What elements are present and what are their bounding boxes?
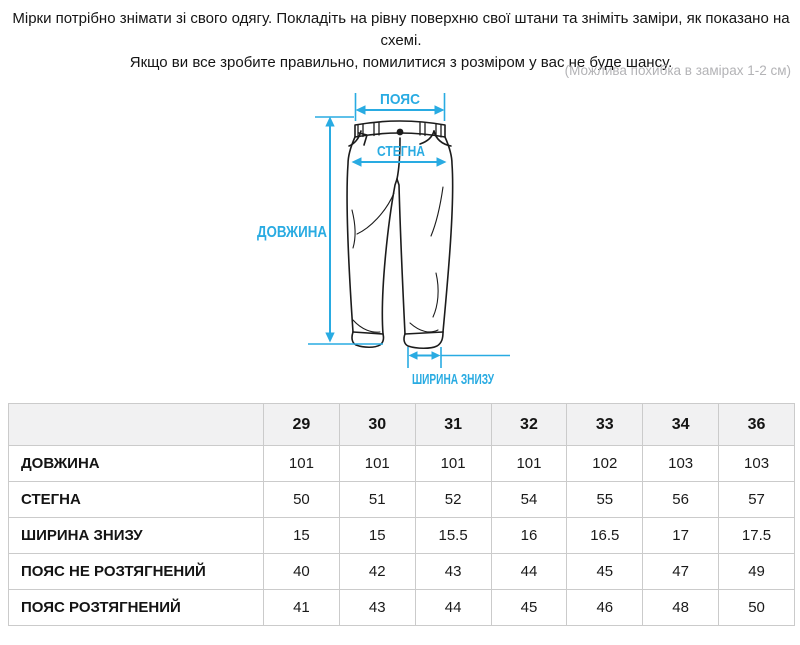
size-value: 55 (567, 482, 643, 518)
bottom-width-dimension (408, 347, 510, 388)
size-value: 46 (567, 590, 643, 626)
row-label: ПОЯС РОЗТЯГНЕНИЙ (9, 590, 264, 626)
arrowhead (352, 157, 362, 166)
size-value: 48 (643, 590, 719, 626)
bottom-width-label: ШИРИНА ЗНИЗУ (412, 372, 495, 388)
size-value: 101 (339, 446, 415, 482)
size-value: 16.5 (567, 518, 643, 554)
arrowhead (325, 117, 334, 127)
size-value: 17 (643, 518, 719, 554)
measurement-row (9, 554, 795, 590)
size-value: 103 (719, 446, 795, 482)
size-table (8, 403, 795, 626)
size-value: 44 (415, 590, 491, 626)
row-label: ШИРИНА ЗНИЗУ (9, 518, 264, 554)
size-column-header: 33 (567, 404, 643, 446)
size-value: 43 (415, 554, 491, 590)
size-value: 102 (567, 446, 643, 482)
intro-line-1: Мірки потрібно знімати зі свого одягу. Покладіть на рівну поверхню свої штани та зніміть заміри, як показано на схемі. (12, 10, 790, 49)
arrowhead (325, 333, 334, 343)
pants-measurement-diagram (250, 88, 520, 390)
size-column-header: 36 (719, 404, 795, 446)
size-value: 49 (719, 554, 795, 590)
size-value: 15.5 (415, 518, 491, 554)
arrowhead (437, 157, 447, 166)
size-column-header: 32 (491, 404, 567, 446)
size-value: 56 (643, 482, 719, 518)
table-header-row (9, 404, 795, 446)
size-value: 43 (339, 590, 415, 626)
size-value: 50 (719, 590, 795, 626)
arrowhead (435, 105, 445, 114)
row-label: СТЕГНА (9, 482, 264, 518)
size-value: 41 (264, 590, 340, 626)
arrowhead (409, 351, 418, 359)
length-label: ДОВЖИНА (257, 224, 328, 241)
waist-label: ПОЯС (380, 91, 421, 108)
button-detail (397, 129, 404, 136)
size-value: 52 (415, 482, 491, 518)
size-value: 51 (339, 482, 415, 518)
size-value: 101 (264, 446, 340, 482)
arrowhead (432, 351, 441, 359)
size-value: 47 (643, 554, 719, 590)
size-column-header: 31 (415, 404, 491, 446)
size-value: 101 (415, 446, 491, 482)
size-value: 57 (719, 482, 795, 518)
size-value: 50 (264, 482, 340, 518)
hips-label: СТЕГНА (377, 143, 426, 160)
arrowhead (356, 105, 366, 114)
accuracy-note: (Можлива похибка в замірах 1-2 см) (564, 63, 791, 78)
size-value: 45 (567, 554, 643, 590)
waist-dimension (356, 91, 445, 121)
size-value: 101 (491, 446, 567, 482)
size-value: 54 (491, 482, 567, 518)
dimension-annotations (257, 91, 510, 388)
size-value: 40 (264, 554, 340, 590)
corner-cell (9, 404, 264, 446)
size-value: 15 (339, 518, 415, 554)
size-column-header: 29 (264, 404, 340, 446)
intro-line-2: Якщо ви все зробите правильно, помилитися з розміром у вас не буде шансу. (129, 54, 673, 71)
row-label: ПОЯС НЕ РОЗТЯГНЕНИЙ (9, 554, 264, 590)
measurement-row (9, 482, 795, 518)
size-value: 42 (339, 554, 415, 590)
measurement-row (9, 590, 795, 626)
size-value: 15 (264, 518, 340, 554)
size-column-header: 30 (339, 404, 415, 446)
size-value: 17.5 (719, 518, 795, 554)
size-value: 45 (491, 590, 567, 626)
size-value: 16 (491, 518, 567, 554)
measurement-row (9, 446, 795, 482)
size-column-header: 34 (643, 404, 719, 446)
size-value: 103 (643, 446, 719, 482)
row-label: ДОВЖИНА (9, 446, 264, 482)
measurement-row (9, 518, 795, 554)
size-value: 44 (491, 554, 567, 590)
